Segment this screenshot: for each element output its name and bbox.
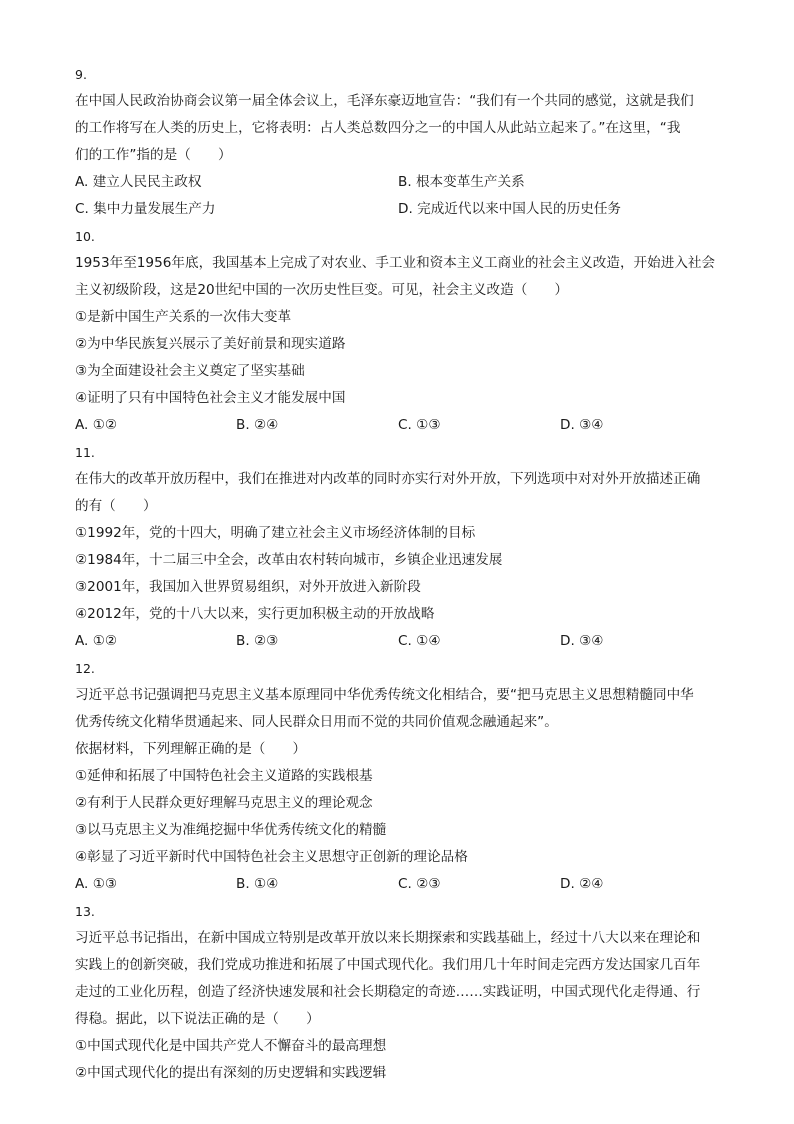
answer-option: D. ③④ <box>560 633 604 649</box>
answer-option: B. ①④ <box>236 876 279 892</box>
question-stem-line: 们的工作”指的是（ ） <box>75 147 232 163</box>
statement-item: ①1992年，党的十四大，明确了建立社会主义市场经济体制的目标 <box>75 525 476 541</box>
question-stem-line: 依据材料，下列理解正确的是（ ） <box>75 741 307 757</box>
question-number: 10. <box>75 229 95 244</box>
question-stem-line: 实践上的创新突破，我们党成功推进和拓展了中国式现代化。我们用几十年时间走完西方发达国家几百年 <box>75 957 701 973</box>
answer-option: D. ②④ <box>560 876 604 892</box>
statement-item: ④彰显了习近平新时代中国特色社会主义思想守正创新的理论品格 <box>75 849 468 865</box>
question-stem-line: 优秀传统文化精华贯通起来、同人民群众日用而不觉的共同价值观念融通起来”。 <box>75 714 558 730</box>
question-stem-line: 习近平总书记指出，在新中国成立特别是改革开放以来长期探索和实践基础上，经过十八大以来在理论和 <box>75 930 701 946</box>
question-number: 9. <box>75 67 87 82</box>
statement-item: ②为中华民族复兴展示了美好前景和现实道路 <box>75 336 346 352</box>
question-stem-line: 在中国人民政治协商会议第一届全体会议上，毛泽东豪迈地宣告：“我们有一个共同的感觉，这就是我们 <box>75 93 694 109</box>
question-stem-line: 主义初级阶段，这是20世纪中国的一次历史性巨变。可见，社会主义改造（ ） <box>75 282 569 298</box>
answer-option: A. 建立人民民主政权 <box>75 174 202 190</box>
answer-option: C. 集中力量发展生产力 <box>75 201 216 217</box>
question-stem-line: 得稳。据此，以下说法正确的是（ ） <box>75 1011 320 1027</box>
answer-option: B. 根本变革生产关系 <box>398 174 525 190</box>
question-number: 12. <box>75 661 95 676</box>
answer-option: A. ①③ <box>75 876 118 892</box>
question-stem-line: 习近平总书记强调把马克思主义基本原理同中华优秀传统文化相结合，要“把马克思主义思想精髓同中华 <box>75 687 694 703</box>
answer-option: D. ③④ <box>560 417 604 433</box>
question-stem-line: 的有（ ） <box>75 498 157 514</box>
statement-item: ③为全面建设社会主义奠定了坚实基础 <box>75 363 305 379</box>
question-number: 11. <box>75 445 95 460</box>
question-stem-line: 在伟大的改革开放历程中，我们在推进对内改革的同时亦实行对外开放，下列选项中对对外开放描述正确 <box>75 471 701 487</box>
statement-item: ②中国式现代化的提出有深刻的历史逻辑和实践逻辑 <box>75 1065 387 1081</box>
answer-option: C. ②③ <box>398 876 441 892</box>
statement-item: ①延伸和拓展了中国特色社会主义道路的实践根基 <box>75 768 373 784</box>
answer-option: B. ②④ <box>236 417 279 433</box>
statement-item: ③以马克思主义为准绳挖掘中华优秀传统文化的精髓 <box>75 822 387 838</box>
question-stem-line: 的工作将写在人类的历史上，它将表明：占人类总数四分之一的中国人从此站立起来了。”在这里，“我 <box>75 120 681 136</box>
statement-item: ①是新中国生产关系的一次伟大变革 <box>75 309 292 325</box>
question-number: 13. <box>75 904 95 919</box>
statement-item: ②1984年，十二届三中全会，改革由农村转向城市，乡镇企业迅速发展 <box>75 552 503 568</box>
answer-option: A. ①② <box>75 417 118 433</box>
statement-item: ④2012年，党的十八大以来，实行更加积极主动的开放战略 <box>75 606 435 622</box>
statement-item: ③2001年，我国加入世界贸易组织，对外开放进入新阶段 <box>75 579 421 595</box>
answer-option: C. ①③ <box>398 417 441 433</box>
statement-item: ②有利于人民群众更好理解马克思主义的理论观念 <box>75 795 373 811</box>
answer-option: C. ①④ <box>398 633 441 649</box>
statement-item: ④证明了只有中国特色社会主义才能发展中国 <box>75 390 346 406</box>
question-stem-line: 走过的工业化历程，创造了经济快速发展和社会长期稳定的奇迹……实践证明，中国式现代化走得通、行 <box>75 984 701 1000</box>
answer-option: D. 完成近代以来中国人民的历史任务 <box>398 201 622 217</box>
answer-option: A. ①② <box>75 633 118 649</box>
answer-option: B. ②③ <box>236 633 279 649</box>
question-stem-line: 1953年至1956年底，我国基本上完成了对农业、手工业和资本主义工商业的社会主义改造，开始进入社会 <box>75 255 716 271</box>
statement-item: ①中国式现代化是中国共产党人不懈奋斗的最高理想 <box>75 1038 387 1054</box>
